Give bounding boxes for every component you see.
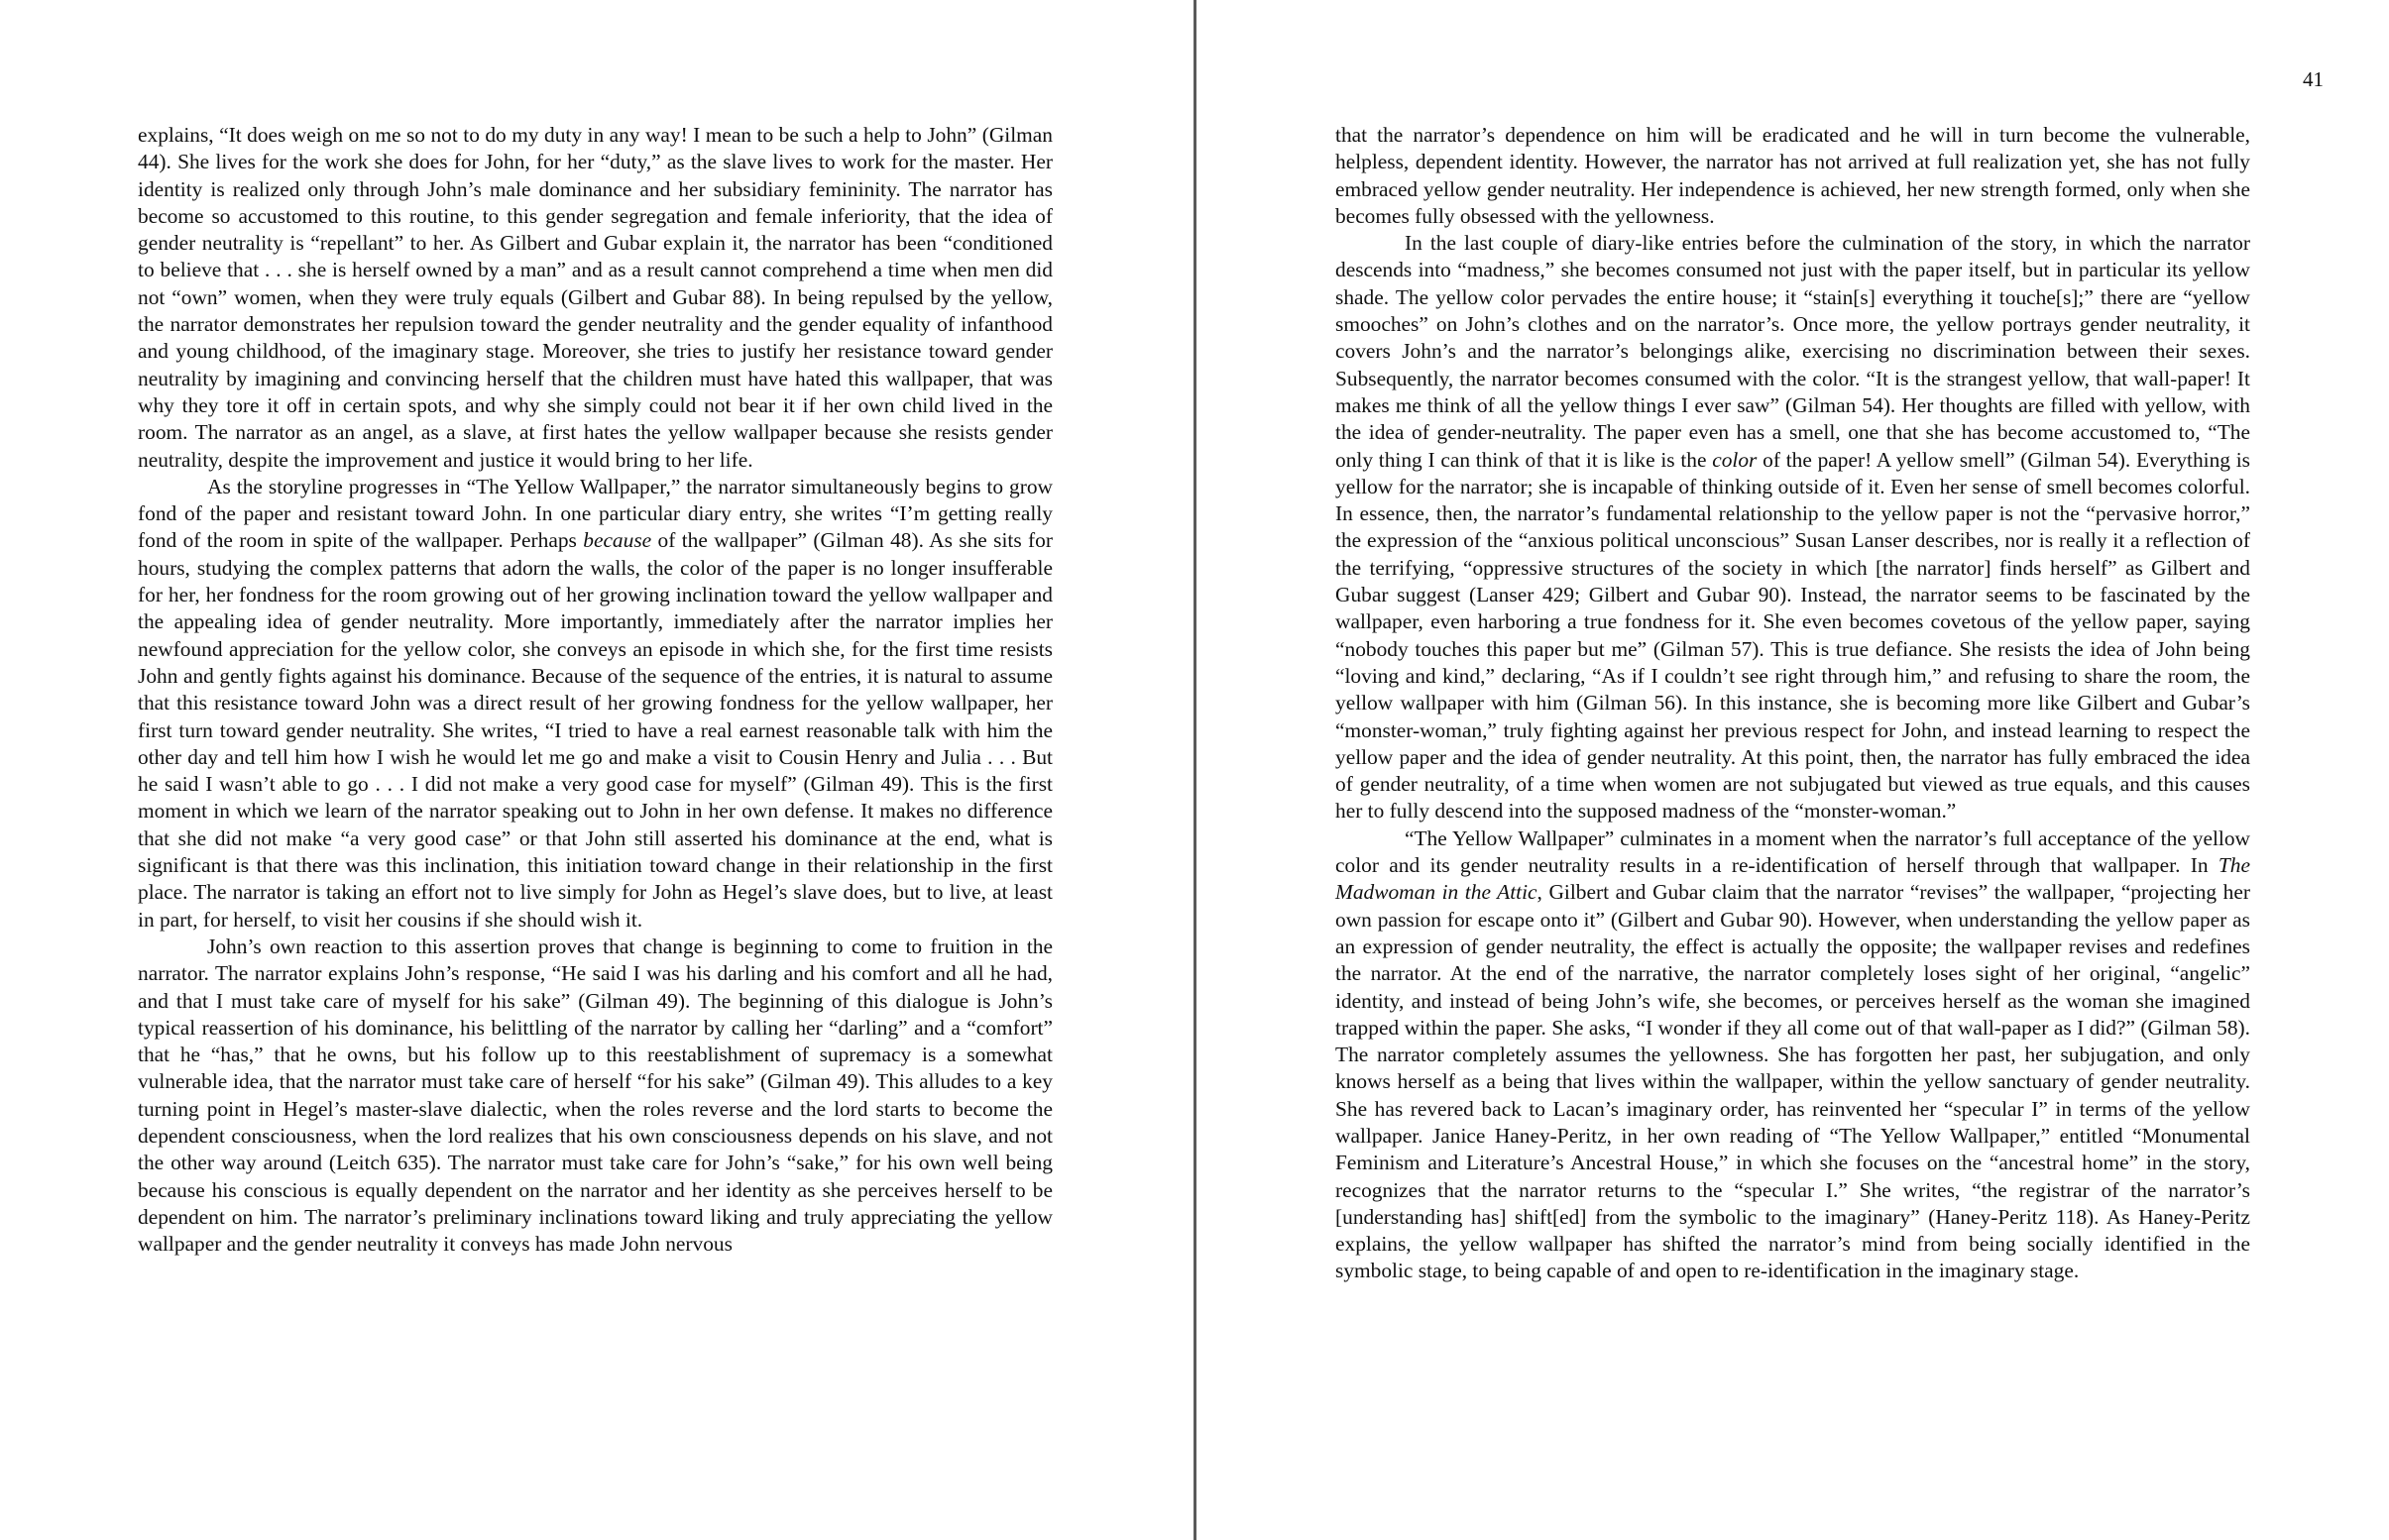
right-paragraph-1	[1335, 122, 2250, 230]
right-paragraph-2	[1335, 230, 2250, 825]
right-paragraph-2-segment-1: In the last couple of diary-like entries before the culmination of the story, in which the narrator descends into “madness,” she becomes consumed not just with the paper itself, but in particular its yellow shade. The yellow color pervades the entire house; it “stain[s] everything it touche[s];” there are “yellow smooches” on John’s clothes and on the narrator’s. Once more, the yellow portrays gender neutrality, it covers John’s and the narrator’s belongings alike, exercising no discrimination between their sexes. Subsequently, the narrator becomes consumed with the color. “It is the strangest yellow, that wall-paper! It makes me think of all the yellow things I ever saw” (Gilman 54). Her thoughts are filled with yellow, with the idea of gender-neutrality. The paper even has a smell, one that she has become accustomed to, “The only thing I can think of that it is like is the	[1335, 231, 2250, 472]
left-paragraph-3-segment-1: John’s own reaction to this assertion proves that change is beginning to come to fruition in the narrator. The narrator explains John’s response, “He said I was his darling and his comfort and all he had, and that I must take care of myself for his sake” (Gilman 49). The beginning of this dialogue is John’s typical reassertion of his dominance, his belittling of the narrator by calling her “darling” and a “comfort” that he “has,” that he owns, but his follow up to this reestablishment of supremacy is a somewhat vulnerable idea, that the narrator must take care of herself “for his sake” (Gilman 49). This alludes to a key turning point in Hegel’s master-slave dialectic, when the roles reverse and the lord starts to become the dependent consciousness, when the lord realizes that his own consciousness depends on his slave, and not the other way around (Leitch 635). The narrator must take care for John’s “sake,” for his own well being because his conscious is equally dependent on the narrator and her identity as she perceives herself to be dependent on him. The narrator’s preliminary inclinations toward liking and truly appreciating the yellow wallpaper and the gender neutrality it conveys has made John nervous	[138, 934, 1053, 1257]
page-divider	[1194, 0, 1196, 1540]
left-paragraph-2-italic-because: because	[583, 528, 652, 553]
left-paragraph-2-segment-3: of the wallpaper” (Gilman 48). As she sits for hours, studying the complex patterns that adorn the walls, the color of the paper is no longer insufferable for her, her fondness for the room growing out of her growing inclination toward the yellow wallpaper and the appealing idea of gender neutrality. More importantly, immediately after the narrator implies her newfound appreciation for the yellow color, she conveys an episode in which she, for the first time resists John and gently fights against his dominance. Because of the sequence of the entries, it is natural to assume that this resistance toward John was a direct result of her growing fondness for the yellow wallpaper, her first turn toward gender neutrality. She writes, “I tried to have a real earnest reasonable talk with him the other day and tell him how I wish he would let me go and make a visit to Cousin Henry and Julia . . . But he said I wasn’t able to go . . . I did not make a very good case for myself” (Gilman 49). This is the first moment in which we learn of the narrator speaking out to John in her own defense. It makes no difference that she did not make “a very good case” or that John still asserted his dominance at the end, what is significant is that there was this inclination, this initiation toward change in their relationship in the first place. The narrator is taking an effort not to live simply for John as Hegel’s slave does, but to live, at least in part, for herself, to visit her cousins if she should wish it.	[138, 528, 1054, 932]
page-number: 41	[2303, 67, 2324, 91]
left-paragraph-2	[138, 474, 1053, 934]
right-paragraph-3-italic-book-title: The Madwoman in the Attic	[1335, 853, 2250, 905]
right-paragraph-3-segment-3: , Gilbert and Gubar claim that the narrator “revises” the wallpaper, “projecting her own passion for escape onto it” (Gilbert and Gubar 90). However, when understanding the yellow paper as an expression of gender neutrality, the effect is actually the opposite; the wallpaper revises and redefines the narrator. At the end of the narrative, the narrator completely loses sight of her original, “angelic” identity, and instead of being John’s wife, she becomes, or perceives herself as the woman she imagined trapped within the paper. She asks, “I wonder if they all come out of that wall-paper as I did?” (Gilman 58). The narrator completely assumes the yellowness. She has forgotten her past, her subjugation, and only knows herself as a being that lives within the wallpaper, within the yellow sanctuary of gender neutrality. She has revered back to Lacan’s imaginary order, has reinvented her “specular I” in terms of the yellow wallpaper. Janice Haney-Peritz, in her own reading of “The Yellow Wallpaper,” entitled “Monumental Feminism and Literature’s Ancestral House,” in which she focuses on the “ancestral home” in the story, recognizes that the narrator returns to the “specular I.” She writes, “the registrar of the narrator’s [understanding has] shift[ed] from the symbolic to the imaginary” (Haney-Peritz 118). As Haney-Peritz explains, the yellow wallpaper has shifted the narrator’s mind from being socially identified in the symbolic stage, to being capable of and open to re-identification in the imaginary stage.	[1335, 880, 2250, 1283]
left-page	[0, 0, 1194, 1540]
right-paragraph-3-segment-1: “The Yellow Wallpaper” culminates in a moment when the narrator’s full acceptance of the yellow color and its gender neutrality results in a re-identification of herself through that wallpaper. In	[1335, 825, 2250, 878]
right-paragraph-2-segment-3: of the paper! A yellow smell” (Gilman 54). Everything is yellow for the narrator; she is incapable of thinking outside of it. Even her sense of smell becomes colorful. In essence, then, the narrator’s fundamental relationship to the yellow paper is not the “pervasive horror,” the expression of the “anxious political unconscious” Susan Lanser describes, nor is really it a reflection of the terrifying, “oppressive structures of the society in which [the narrator] finds herself” as Gilbert and Gubar suggest (Lanser 429; Gilbert and Gubar 90). Instead, the narrator seems to be fascinated by the wallpaper, even harboring a true fondness for it. She even becomes covetous of the yellow paper, saying “nobody touches this paper but me” (Gilman 57). This is true defiance. She resists the idea of John being “loving and kind,” declaring, “As if I couldn’t see right through him,” and refusing to share the room, the yellow wallpaper with him (Gilman 56). In this instance, she is becoming more like Gilbert and Gubar’s “monster-woman,” truly fighting against her previous respect for John, and instead learning to respect the yellow paper and the idea of gender neutrality. At this point, then, the narrator has fully embraced the idea of gender neutrality, of a time when women are not subjugated but viewed as true equals, and this causes her to fully descend into the supposed madness of the “monster-woman.”	[1335, 447, 2251, 824]
right-paragraph-1-segment-1: that the narrator’s dependence on him will be eradicated and he will in turn become the vulnerable, helpless, dependent identity. However, the narrator has not arrived at full realization yet, she has not fully embraced yellow gender neutrality. Her independence is achieved, her new strength formed, only when she becomes fully obsessed with the yellowness.	[1335, 123, 2250, 228]
right-paragraph-2-italic-color: color	[1712, 447, 1758, 472]
left-paragraph-1-segment-1: explains, “It does weigh on me so not to do my duty in any way! I mean to be such a help to John” (Gilman 44). She lives for the work she does for John, for her “duty,” as the slave lives to work for the master. Her identity is realized only through John’s male dominance and her subsidiary femininity. The narrator has become so accustomed to this routine, to this gender segregation and female inferiority, that the idea of gender neutrality is “repellant” to her. As Gilbert and Gubar explain it, the narrator has been “conditioned to believe that . . . she is herself owned by a man” and as a result cannot comprehend a time when men did not “own” women, when they were truly equals (Gilbert and Gubar 88). In being repulsed by the yellow, the narrator demonstrates her repulsion toward the gender neutrality and the gender equality of infanthood and young childhood, of the imaginary stage. Moreover, she tries to justify her resistance toward gender neutrality by imagining and convincing herself that the children must have hated this wallpaper, that was why they tore it off in certain spots, and why she simply could not bear it if her own child lived in the room. The narrator as an angel, as a slave, at first hates the yellow wallpaper because she resists gender neutrality, despite the improvement and justice it would bring to her life.	[138, 123, 1053, 472]
left-paragraph-1	[138, 122, 1053, 474]
left-paragraph-3	[138, 934, 1053, 1259]
right-page-body-text	[1335, 122, 2250, 1285]
left-paragraph-2-segment-1: As the storyline progresses in “The Yellow Wallpaper,” the narrator simultaneously begins to grow fond of the paper and resistant toward John. In one particular diary entry, she writes “I’m getting really fond of the room in spite of the wallpaper. Perhaps	[138, 474, 1053, 553]
right-page	[1197, 0, 2389, 1540]
left-page-body-text	[138, 122, 1053, 1258]
right-paragraph-3	[1335, 825, 2250, 1285]
